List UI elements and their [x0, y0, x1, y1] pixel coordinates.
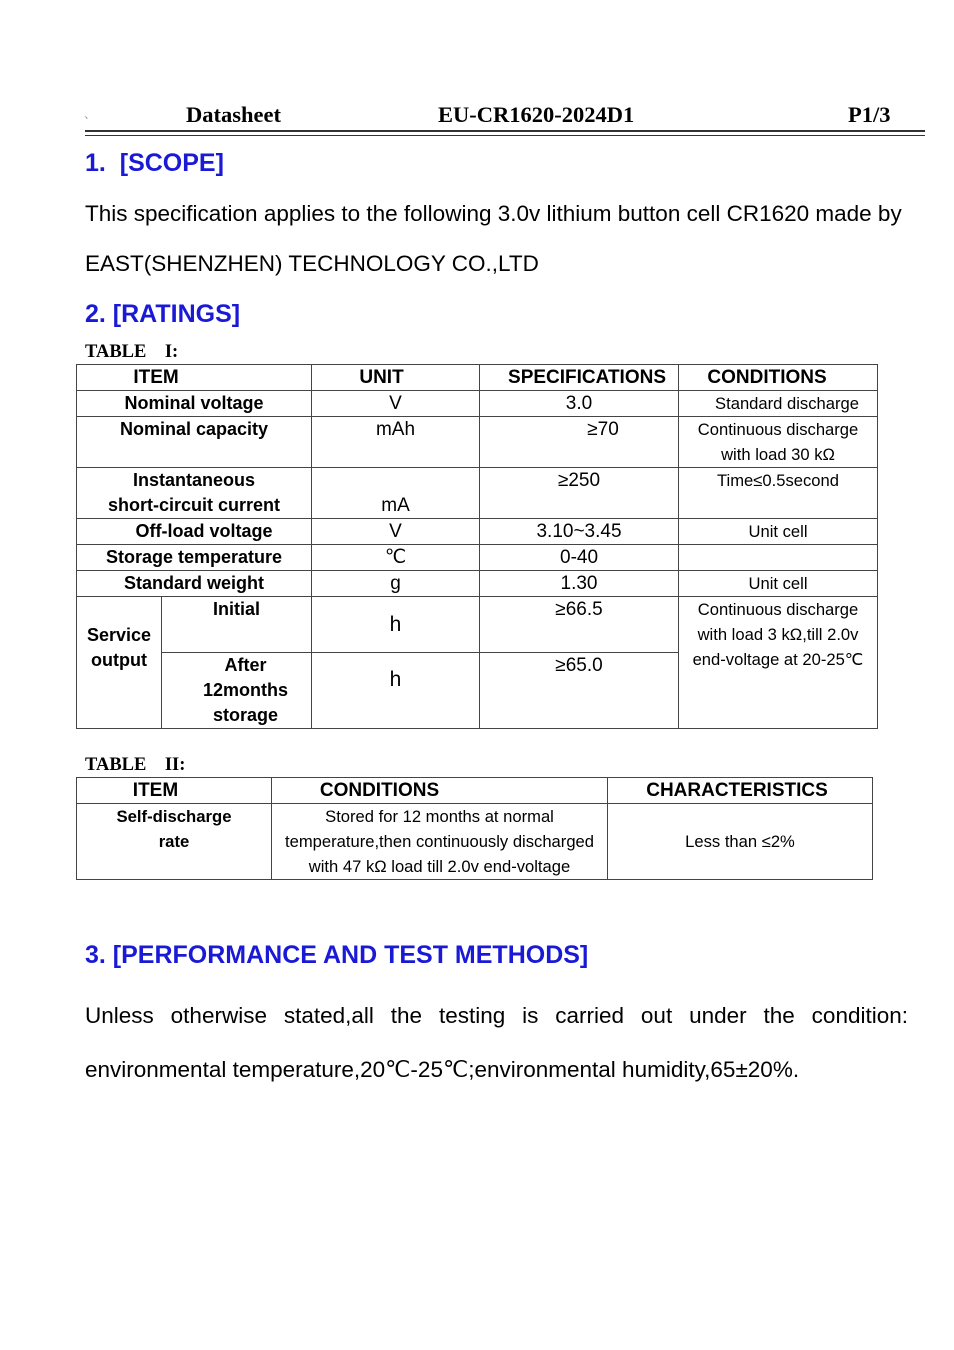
ratings-table [76, 364, 878, 729]
condition-cell [679, 417, 878, 468]
table-row [77, 597, 878, 653]
item-label: Off-load voltage [135, 521, 273, 541]
table-row [77, 391, 878, 417]
service-output-condition-cell [679, 597, 878, 729]
header-double-rule [85, 130, 925, 136]
item-label: rate [158, 832, 190, 851]
item-cell [77, 519, 312, 545]
item-cell [162, 597, 312, 653]
scope-heading: 1. [SCOPE] [85, 149, 224, 177]
ratings-heading: 2. [RATINGS] [85, 300, 241, 328]
header-item: ITEM [77, 365, 312, 391]
condition-line: Standard discharge [715, 394, 859, 413]
table-row [77, 519, 878, 545]
spec-cell: ≥70 [480, 417, 679, 468]
unit-cell: V [312, 519, 480, 545]
header-document-number: EU-CR1620-2024D1 [438, 102, 635, 127]
service-output-label: output [91, 650, 147, 670]
performance-text-line: environmental temperature,20℃-25℃;environmental humidity,65±20%. [85, 1057, 800, 1082]
condition-cell [272, 804, 608, 880]
spec-cell: 3.0 [480, 391, 679, 417]
condition-line: Continuous discharge [697, 600, 859, 619]
item-label: After [224, 655, 267, 675]
unit-cell: mAh [312, 417, 480, 468]
header-item: ITEM [77, 778, 272, 804]
condition-cell [679, 468, 878, 519]
header-title: Datasheet [186, 102, 281, 127]
table-header-row [77, 778, 873, 804]
condition-cell [679, 391, 878, 417]
table-row [77, 417, 878, 468]
spec-cell: 3.10~3.45 [480, 519, 679, 545]
unit-cell: h [312, 597, 480, 653]
performance-heading: 3. [PERFORMANCE AND TEST METHODS] [85, 941, 589, 969]
header-conditions: CONDITIONS [272, 778, 608, 804]
header-mark: 、 [84, 107, 97, 121]
condition-line: Unit cell [748, 522, 808, 541]
condition-line: end-voltage at 20-25℃ [692, 650, 864, 669]
spec-cell: 0-40 [480, 545, 679, 571]
condition-line: Continuous discharge [697, 420, 859, 439]
condition-cell [679, 545, 878, 571]
item-label: Nominal voltage [124, 393, 264, 413]
header-characteristics: CHARACTERISTICS [608, 778, 873, 804]
spec-cell: ≥250 [480, 468, 679, 519]
item-cell [77, 468, 312, 519]
self-discharge-table [76, 777, 873, 880]
header-page-number: P1/3 [848, 102, 891, 127]
item-label: short-circuit current [107, 495, 281, 515]
item-label: Self-discharge [116, 807, 232, 826]
item-label: 12months [202, 680, 289, 700]
item-cell [162, 653, 312, 729]
condition-line: temperature,then continuously discharged [284, 832, 595, 851]
condition-line: with load 30 kΩ [721, 445, 835, 464]
table-row [77, 545, 878, 571]
header-unit: UNIT [312, 365, 480, 391]
unit-cell: g [312, 571, 480, 597]
item-cell [77, 571, 312, 597]
condition-line: Time≤0.5second [717, 471, 839, 490]
condition-line: Unit cell [748, 574, 808, 593]
service-output-label: Service [86, 625, 152, 645]
performance-text-line: Unless otherwise stated,all the testing is carried out under the condition: [85, 1003, 908, 1028]
item-cell [77, 804, 272, 880]
characteristics-cell: Less than ≤2% [608, 804, 873, 880]
item-label: storage [212, 705, 279, 725]
header-conditions: CONDITIONS [679, 365, 878, 391]
unit-cell: V [312, 391, 480, 417]
condition-cell [679, 571, 878, 597]
item-label: Standard weight [124, 573, 265, 593]
table-header-row [77, 365, 878, 391]
condition-line: Stored for 12 months at normal [325, 807, 554, 826]
item-cell [77, 417, 312, 468]
table1-caption: TABLE I: [85, 342, 179, 362]
scope-text-line: EAST(SHENZHEN) TECHNOLOGY CO.,LTD [85, 251, 539, 276]
unit-cell: mA [312, 468, 480, 519]
condition-line: with 47 kΩ load till 2.0v end-voltage [308, 857, 571, 876]
condition-cell [679, 519, 878, 545]
unit-cell: ℃ [312, 545, 480, 571]
header-specifications: SPECIFICATIONS [480, 365, 679, 391]
table-row [77, 468, 878, 519]
spec-cell: ≥66.5 [480, 597, 679, 653]
condition-line: with load 3 kΩ,till 2.0v [697, 625, 859, 644]
table-row [77, 804, 873, 880]
table2-caption: TABLE II: [85, 755, 186, 775]
item-label: Initial [213, 599, 261, 619]
item-label: Instantaneous [132, 470, 256, 490]
item-cell [77, 545, 312, 571]
item-label: Nominal capacity [119, 419, 269, 439]
item-label: Storage temperature [105, 547, 283, 567]
spec-cell: 1.30 [480, 571, 679, 597]
unit-cell: h [312, 653, 480, 729]
table-row [77, 571, 878, 597]
service-output-cell [77, 597, 162, 729]
item-cell [77, 391, 312, 417]
spec-cell: ≥65.0 [480, 653, 679, 729]
scope-text-line: This specification applies to the following 3.0v lithium button cell CR1620 made by [85, 201, 902, 226]
